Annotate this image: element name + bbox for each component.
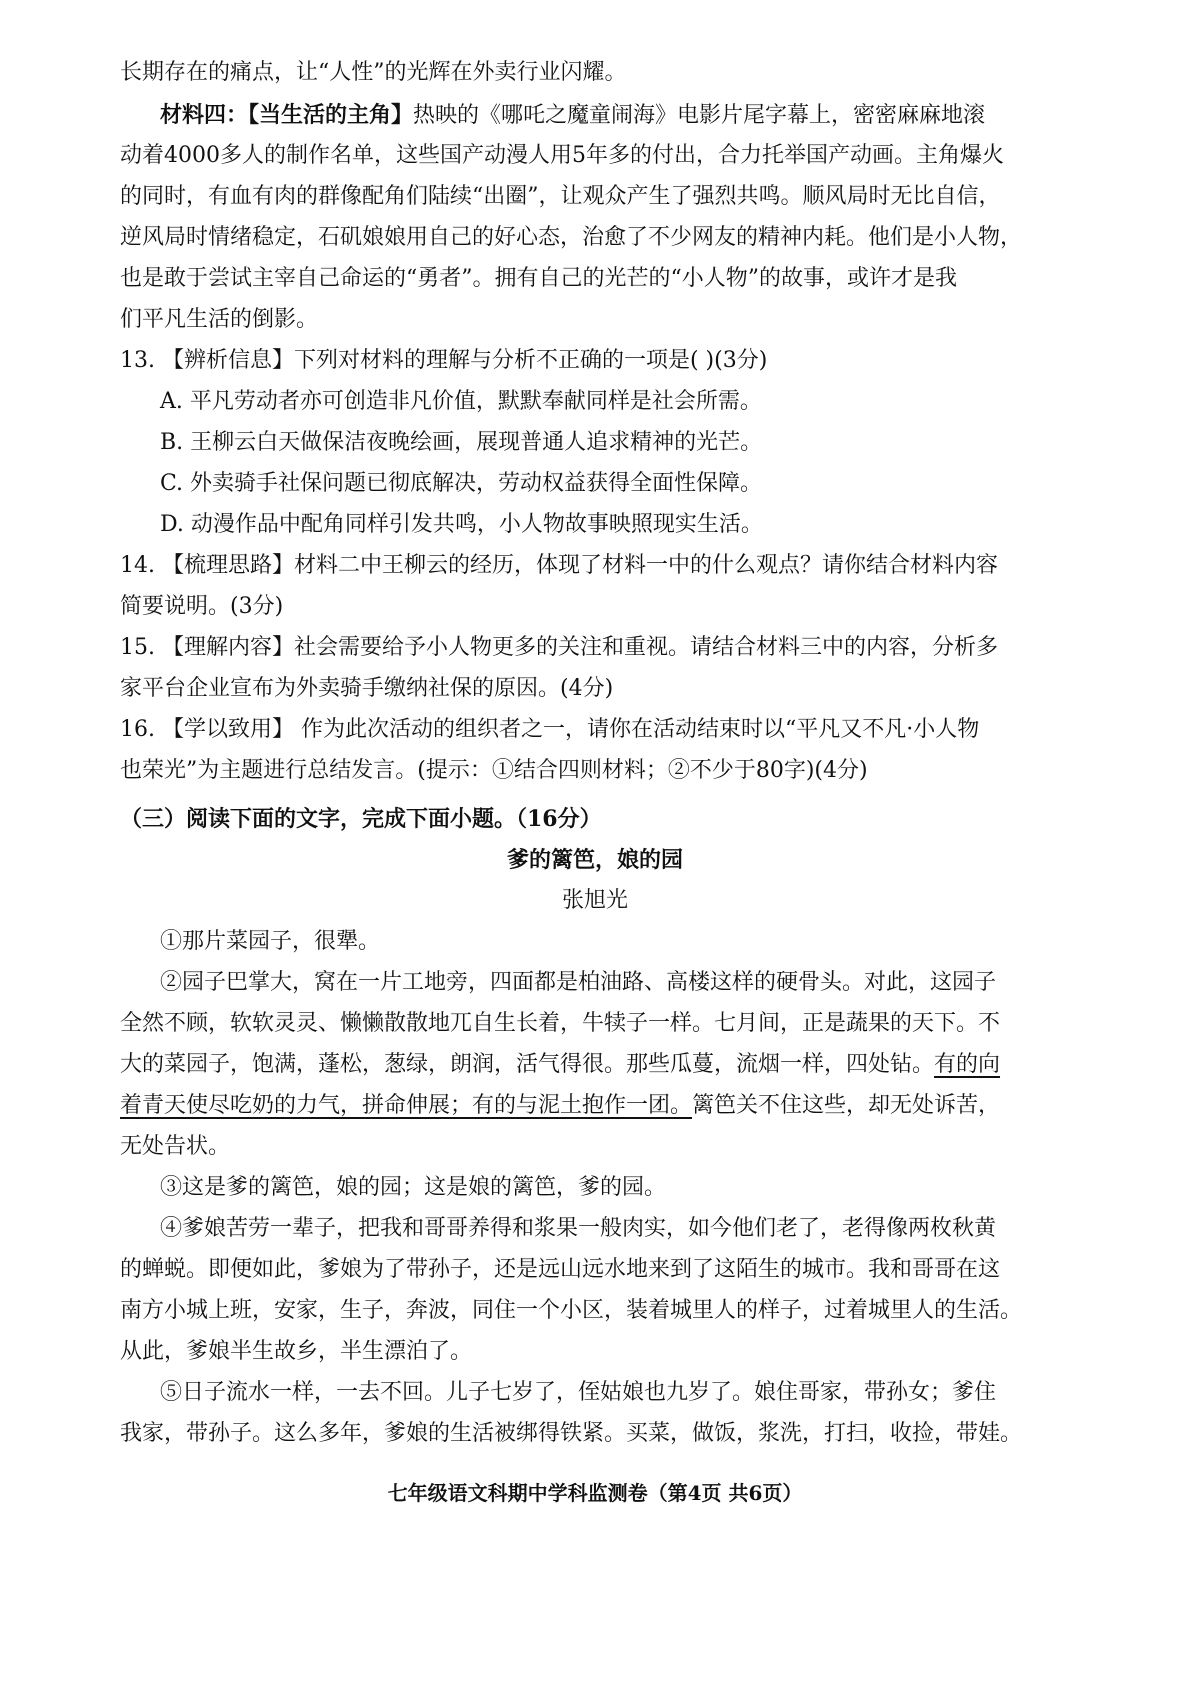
essay-paragraph-5-line: ⑤日子流水一样，一去不回。儿子七岁了，侄姑娘也九岁了。娘住哥家，带孙女；爹住: [160, 1380, 997, 1405]
question-14: 14. 【梳理思路】材料二中王柳云的经历，体现了材料一中的什么观点？请你结合材料内容: [120, 553, 998, 578]
question-16: 16. 【学以致用】 作为此次活动的组织者之一，请你在活动结束时以“平凡又不凡·小人物: [120, 717, 980, 742]
material4-line: 的同时，有血有肉的群像配角们陆续“出圈”，让观众产生了强烈共鸣。顺风局时无比自信，: [120, 184, 1001, 209]
essay-paragraph-4-line: ④爹娘苦劳一辈子，把我和哥哥养得和浆果一般肉实，如今他们老了，老得像两枚秋黄: [160, 1216, 997, 1241]
material4-first-line: [160, 100, 985, 131]
question-13-option-b: B. 王柳云白天做保洁夜晚绘画，展现普通人追求精神的光芒。: [160, 430, 763, 455]
essay-author: 张旭光: [561, 888, 628, 913]
section-3-heading: （三）阅读下面的文字，完成下面小题。（16分）: [120, 806, 602, 832]
page-footer: 七年级语文科期中学科监测卷（第4页 共6页）: [387, 1481, 803, 1505]
essay-plain-text: 篱笆关不住这些，却无处诉苦，: [692, 1093, 1001, 1118]
material4-text: 热映的《哪吒之魔童闹海》电影片尾字幕上，密密麻麻地滚: [413, 103, 986, 128]
essay-paragraph-4-line: 从此，爹娘半生故乡，半生漂泊了。: [120, 1339, 473, 1364]
essay-paragraph-2-line: 全然不顾，软软灵灵、懒懒散散地兀自生长着，牛犊子一样。七月间，正是蔬果的天下。不: [120, 1011, 1001, 1036]
material4-line: 也是敢于尝试主宰自己命运的“勇者”。拥有自己的光芒的“小人物”的故事，或许才是我: [120, 266, 957, 291]
essay-paragraph-2-line: [120, 1091, 1000, 1121]
question-15: 15. 【理解内容】社会需要给予小人物更多的关注和重视。请结合材料三中的内容，分析多: [120, 635, 998, 660]
underlined-sentence: 有的向: [934, 1052, 1001, 1077]
question-16-cont: 也荣光”为主题进行总结发言。(提示：①结合四则材料；②不少于80字)(4分): [120, 758, 868, 783]
essay-title: 爹的篱笆，娘的园: [506, 847, 683, 873]
material4-label: 材料四：【当生活的主角】: [160, 102, 414, 128]
essay-paragraph-4-line: 南方小城上班，安家，生子，奔波，同住一个小区，装着城里人的样子，过着城里人的生活。: [120, 1298, 1023, 1323]
question-15-cont: 家平台企业宣布为外卖骑手缴纳社保的原因。(4分): [120, 676, 614, 701]
essay-paragraph-2-line: 无处告状。: [120, 1134, 231, 1159]
essay-paragraph-3: ③这是爹的篱笆，娘的园；这是娘的篱笆，爹的园。: [160, 1175, 667, 1200]
essay-paragraph-1: ①那片菜园子，很犟。: [160, 929, 381, 954]
question-13-option-a: A. 平凡劳动者亦可创造非凡价值，默默奉献同样是社会所需。: [160, 389, 762, 414]
material4-line: 动着4000多人的制作名单，这些国产动漫人用5年多的付出，合力托举国产动画。主角爆火: [120, 143, 1004, 168]
underlined-sentence: 着青天使尽吃奶的力气，拼命伸展；有的与泥土抱作一团。: [120, 1093, 693, 1118]
essay-plain-text: 大的菜园子，饱满，蓬松，葱绿，朗润，活气得很。那些瓜蔓，流烟一样，四处钻。: [120, 1052, 935, 1077]
essay-paragraph-2-line: ②园子巴掌大，窝在一片工地旁，四面都是柏油路、高楼这样的硬骨头。对此，这园子: [160, 970, 997, 995]
question-13-stem: 13. 【辨析信息】下列对材料的理解与分析不正确的一项是( )(3分): [120, 348, 768, 373]
material4-line: 们平凡生活的倒影。: [120, 307, 319, 332]
essay-paragraph-4-line: 的蝉蜕。即便如此，爹娘为了带孙子，还是远山远水地来到了这陌生的城市。我和哥哥在这: [120, 1257, 1001, 1282]
essay-paragraph-2-line: [120, 1050, 1000, 1080]
question-13-option-c: C. 外卖骑手社保问题已彻底解决，劳动权益获得全面性保障。: [160, 471, 763, 496]
question-14-cont: 简要说明。(3分): [120, 594, 284, 619]
material3-tail: 长期存在的痛点，让“人性”的光辉在外卖行业闪耀。: [120, 60, 627, 85]
material4-line: 逆风局时情绪稳定，石矶娘娘用自己的好心态，治愈了不少网友的精神内耗。他们是小人物，: [120, 225, 1023, 250]
question-13-option-d: D. 动漫作品中配角同样引发共鸣，小人物故事映照现实生活。: [160, 512, 763, 537]
essay-paragraph-5-line: 我家，带孙子。这么多年，爹娘的生活被绑得铁紧。买菜，做饭，浆洗，打扫，收捡，带娃。: [120, 1421, 1023, 1446]
